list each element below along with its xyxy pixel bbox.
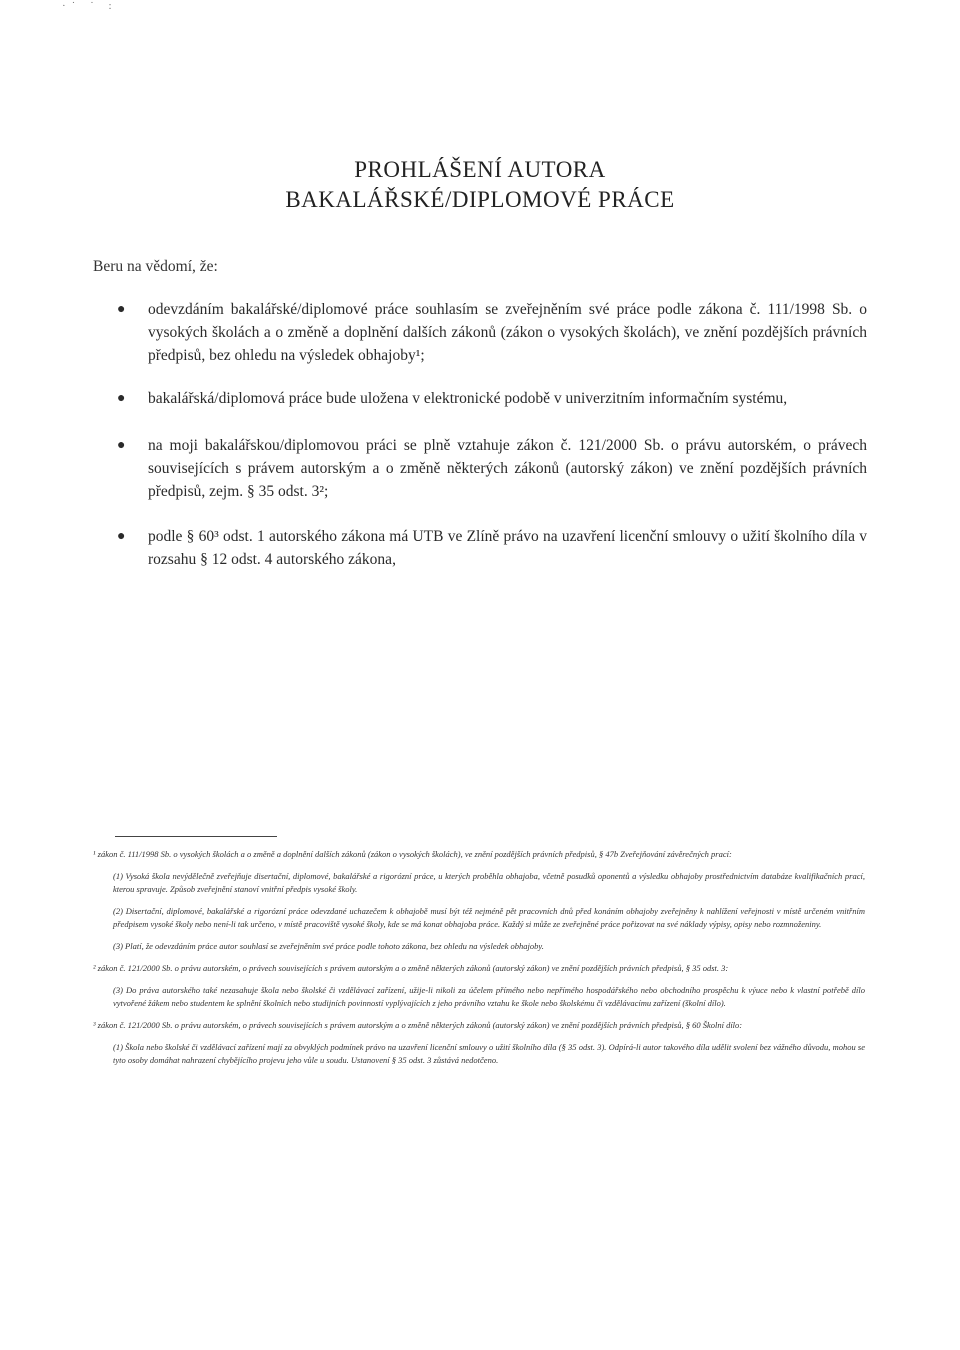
footnote: ² zákon č. 121/2000 Sb. o právu autorském, o právech souvisejících s právem autorským a o změně některých zákonů (autorský zákon) ve znění pozdějších právních předpisů, § 35 odst. 3: xyxy=(93,963,729,973)
list-item-text: bakalářská/diplomová práce bude uložena v elektronické podobě v univerzitním informačním systému, xyxy=(148,390,788,407)
intro-text: Beru na vědomí, že: xyxy=(93,258,218,275)
bullet-icon: ● xyxy=(117,391,126,406)
footnote-separator xyxy=(115,836,277,837)
bullet-icon: ● xyxy=(117,302,126,317)
scan-specks: ·˙ ˙ : xyxy=(62,0,118,12)
footnote: ³ zákon č. 121/2000 Sb. o právu autorském, o právech souvisejících s právem autorským a o změně některých zákonů (autorský zákon) ve znění pozdějších právních předpisů, § 60 Školní dílo: xyxy=(93,1020,743,1030)
footnotes xyxy=(93,848,865,1076)
list-item xyxy=(115,387,867,410)
list-item xyxy=(115,434,867,503)
declaration-list xyxy=(115,298,867,571)
list-item-text: na moji bakalářskou/diplomovou práci se plně vztahuje zákon č. 121/2000 Sb. o právu autorském, o právech souvisejících s právem autorským a o změně některých zákonů (autorský zákon) ve znění pozdějších právních předpisů, zejm. § 35 odst. 3²; xyxy=(148,437,867,500)
list-item xyxy=(115,298,867,367)
footnote-paragraph: (3) Do práva autorského také nezasahuje škola nebo školské či vzdělávací zařízení, užije-li nikoli za účelem přímého nebo nepřímého hospodářského nebo obchodního prospěchu k výuce nebo k vlastní potřebě dílo vytvořené žákem nebo studentem ke splnění školních nebo studijních povinností vyplývajících z jeho právního vztahu ke škole nebo školskému či vzdělávacímu zařízení (školní dílo). xyxy=(113,985,865,1008)
list-item xyxy=(115,525,867,571)
bullet-icon: ● xyxy=(117,529,126,544)
document-subtitle: BAKALÁŘSKÉ/DIPLOMOVÉ PRÁCE xyxy=(285,187,675,212)
footnote: ¹ zákon č. 111/1998 Sb. o vysokých školách a o změně a doplnění dalších zákonů (zákon o vysokých školách), ve znění pozdějších právních předpisů, § 47b Zveřejňování závěrečných prací: xyxy=(93,849,732,859)
footnote-paragraph: (2) Disertační, diplomové, bakalářské a rigorózní práce odevzdané uchazečem k obhajobě musí být též nejméně pět pracovních dnů před konáním obhajoby zveřejněny k nahlížení veřejnosti v místě určeném vnitřním předpisem vysoké školy nebo není-li tak určeno, v místě pracoviště vysoké školy, kde se má konat obhajoba práce. Každý si může ze zveřejněné práce pořizovat na své náklady výpisy, opisy nebo rozmnoženiny. xyxy=(113,906,865,929)
list-item-text: podle § 60³ odst. 1 autorského zákona má UTB ve Zlíně právo na uzavření licenční smlouvy o užití školního díla v rozsahu § 12 odst. 4 autorského zákona, xyxy=(148,528,867,568)
footnote-paragraph: (1) Škola nebo školské či vzdělávací zařízení mají za obvyklých podmínek právo na uzavření licenční smlouvy o užití školního díla (§ 35 odst. 3). Odpírá-li autor takového díla udělit svolení bez vážného důvodu, mohou se tyto osoby domáhat nahrazení chybějícího projevu jeho vůle u soudu. Ustanovení § 35 odst. 3 zůstává nedotčeno. xyxy=(113,1042,865,1065)
bullet-icon: ● xyxy=(117,438,126,453)
list-item-text: odevzdáním bakalářské/diplomové práce souhlasím se zveřejněním své práce podle zákona č. 111/1998 Sb. o vysokých školách a o změně a doplnění dalších zákonů (zákon o vysokých školách), ve znění pozdějších právních předpisů, bez ohledu na výsledek obhajoby¹; xyxy=(148,301,867,364)
footnote-paragraph: (1) Vysoká škola nevýdělečně zveřejňuje disertační, diplomové, bakalářské a rigorózní práce, u kterých proběhla obhajoba, včetně posudků oponentů a výsledku obhajoby prostřednictvím databáze kvalifikačních prací, kterou spravuje. Způsob zveřejnění stanoví vnitřní předpis vysoké školy. xyxy=(113,871,865,894)
footnote-paragraph: (3) Platí, že odevzdáním práce autor souhlasí se zveřejněním své práce podle tohoto zákona, bez ohledu na výsledek obhajoby. xyxy=(113,941,544,951)
document-title: PROHLÁŠENÍ AUTORA xyxy=(354,157,606,182)
